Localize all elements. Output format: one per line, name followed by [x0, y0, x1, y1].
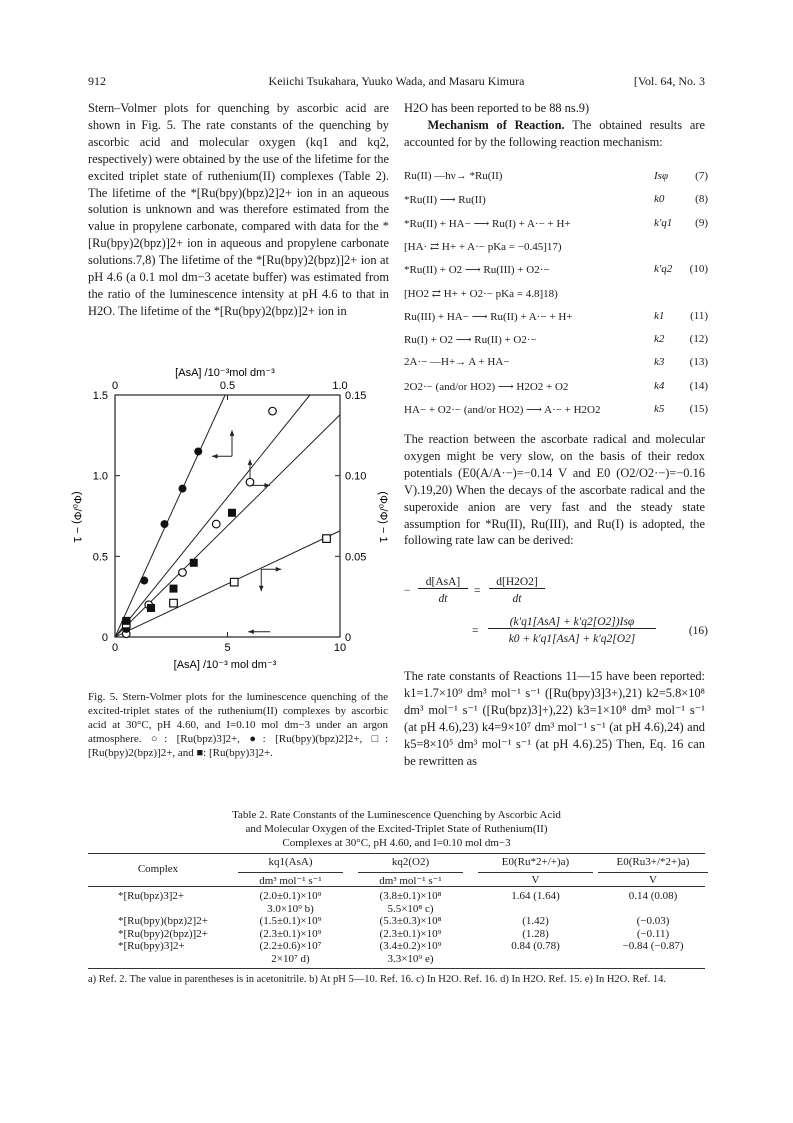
y-right-tick-label: 0 [345, 632, 352, 644]
table-cell: (1.5±0.1)×10⁹ [259, 915, 322, 927]
table-row [88, 953, 705, 966]
reaction-row [404, 287, 710, 303]
filled-square-point [122, 617, 130, 625]
y-right-tick-label: 0.10 [345, 470, 367, 483]
reaction-row [404, 193, 710, 209]
table-cell: (3.8±0.1)×10⁸ [379, 890, 442, 902]
axis-ticks [93, 380, 367, 654]
table-unit-cell: dm³ mol⁻¹ s⁻¹ [238, 872, 343, 887]
table-cell: 3.3×10⁹ e) [387, 952, 434, 965]
table-row [88, 928, 705, 941]
reaction-equation: Ru(I) + O2 ⟶ Ru(II) + O2·− [404, 334, 537, 347]
volume-label: [Vol. 64, No. 3 [633, 74, 705, 88]
table-cell: (2.0±0.1)×10⁹ [259, 890, 322, 902]
table-header-cell: Complex [137, 863, 179, 875]
rate-constant: k5 [654, 403, 665, 415]
reaction-equation: *Ru(II) + O2 ⟶ Ru(III) + O2·− [404, 264, 550, 277]
reaction-equation: Ru(III) + HA− ⟶ Ru(II) + A·− + H+ [404, 310, 573, 323]
table-header-cell: E0(Ru3+/*2+)a) [616, 856, 690, 868]
filled-square-point [147, 604, 155, 612]
paragraph: H2O has been reported to be 88 ns.9) [404, 101, 590, 115]
reaction-equation: 2O2·− (and/or HO2) ⟶ H2O2 + O2 [404, 380, 569, 393]
arrow-head [212, 454, 218, 459]
table-cell: (−0.03) [636, 915, 670, 927]
equation-number: (11) [690, 309, 708, 322]
open-circle-point [212, 520, 220, 528]
fit-line [115, 395, 310, 637]
filled-circle-point [179, 485, 187, 493]
rate-constant: k0 [654, 193, 665, 206]
table-cell: (2.3±0.1)×10⁹ [379, 927, 442, 940]
table-cell: (3.4±0.2)×10⁹ [379, 940, 442, 952]
table-cell: *[Ru(bpy)3]2+ [118, 940, 185, 952]
paragraph-text: The obtained results are accounted for by the following reaction mechanism: [404, 117, 706, 149]
equation-number: (13) [689, 356, 708, 369]
x-axis-bottom-label: [AsA] /10⁻³ mol dm⁻³ [173, 659, 277, 671]
arrow-head [259, 586, 264, 592]
lhs-numerator-2: d[H2O2] [489, 576, 545, 589]
table-caption-line: Complexes at 30°C, pH 4.60, and I=0.10 mol dm−3 [282, 837, 511, 849]
table-header-cell: kq2(O2) [391, 856, 430, 868]
lhs-denominator-1: dt [438, 593, 448, 605]
reaction-equation: [HO2 ⇄ H+ + O2·− pKa = 4.8]18) [404, 287, 558, 300]
section-heading: Mechanism of Reaction. [427, 117, 565, 132]
table-cell: 2×10⁷ d) [271, 952, 310, 965]
y-right-tick-label: 0.15 [345, 390, 367, 402]
left-column-text [88, 100, 389, 320]
filled-circle-point [194, 447, 202, 455]
table-caption-line: and Molecular Oxygen of the Excited-Triplet State of Ruthenium(II) [245, 823, 548, 835]
open-circle-point [246, 478, 254, 486]
equation-number: (16) [688, 625, 708, 637]
reaction-equation: *Ru(II) + HA− ⟶ Ru(I) + A·− + H+ [404, 217, 571, 230]
rhs-numerator: (k′q1[AsA] + k′q2[O2])Isφ [488, 616, 656, 629]
table-cell: (5.3±0.3)×10⁸ [379, 915, 442, 927]
axis-indicator-arrows [212, 430, 281, 634]
table-cell: *[Ru(bpy)2(bpz)]2+ [118, 927, 208, 940]
equation-number: (12) [689, 333, 708, 346]
page-number: 912 [88, 74, 106, 88]
paragraph: Stern–Volmer plots for quenching by ascorbic acid are shown in Fig. 5. The rate constants of the quenching by ascorbic acid and molecular oxygen (kq1 and kq2, respectively) were obtained by the use of the lifetime for the excited triplet state of ruthenium(II) complexes (Table 2). The lifetime of the *[Ru(bpy)(bpz)2]2+ ion in an aqueous solution is unknown and was therefore estimated from the value in propylene carbonate, compared with data for the *[Ru(bpy)2(bpz)]2+ ion in aqueous and propylene carbonate solutions.7,8) The lifetime of the *[Ru(bpy)2(bpz)]2+ ion at pH 4.6 (a 0.1 mol dm−3 acetate buffer) was estimated from the ratio of the luminescence intensity at pH 4.6 to that in H2O. The lifetime of the *[Ru(bpy)2(bpz)]2+ ion in [88, 101, 389, 318]
filled-square-point [170, 585, 178, 593]
table-header [88, 854, 705, 886]
table-cell: 0.84 (0.78) [511, 940, 560, 952]
rate-constant: Isφ [654, 170, 669, 182]
reaction-row [404, 240, 710, 256]
table-cell: (1.42) [522, 915, 549, 927]
table-cell: *[Ru(bpz)3]2+ [118, 890, 185, 902]
y-axis-right-label: (Φ₀/Φ) − 1 [377, 491, 389, 543]
open-square-point [230, 578, 238, 586]
table-cell: 1.64 (1.64) [511, 890, 560, 902]
x-top-tick-label: 1.0 [332, 380, 348, 392]
lhs-numerator-1: d[AsA] [418, 576, 468, 589]
stern-volmer-chart [60, 362, 390, 682]
table-cell: 5.5×10⁸ c) [387, 902, 434, 915]
table-header-cell: E0(Ru*2+/+)a) [501, 856, 570, 868]
table-cell: −0.84 (−0.87) [622, 940, 684, 952]
equation-number: (14) [689, 379, 708, 392]
table-cell: (−0.11) [636, 927, 670, 940]
rate-constant: k3 [654, 356, 665, 369]
x-bottom-tick-label: 0 [111, 642, 119, 654]
table-cell: *[Ru(bpy)(bpz)2]2+ [118, 915, 208, 927]
running-header [88, 74, 705, 90]
table-footnote: a) Ref. 2. The value in parentheses is in acetonitrile. b) At pH 5—10. Ref. 16. c) In H2O. Ref. 16. d) In H2O. Ref. 15. e) In H2O. Ref. 14. [88, 974, 667, 985]
y-left-tick-label: 1.0 [92, 470, 108, 483]
arrow-head [248, 459, 253, 465]
filled-circle-point [140, 577, 148, 585]
figure-caption [88, 690, 388, 760]
table-row [88, 903, 705, 916]
reaction-row [404, 380, 710, 396]
y-left-tick-label: 1.5 [92, 390, 108, 402]
table-unit-cell: V [598, 872, 708, 886]
x-top-tick-label: 0 [111, 380, 119, 392]
equation-number: (8) [695, 193, 708, 206]
reaction-equation: 2A·− —H+→ A + HA− [404, 356, 510, 369]
table-row [88, 940, 705, 953]
arrow-head [230, 430, 235, 436]
reaction-equation: HA− + O2·− (and/or HO2) ⟶ A·− + H2O2 [404, 404, 601, 416]
right-column-intro [404, 100, 705, 151]
reaction-row [404, 333, 710, 349]
open-circle-point [179, 569, 187, 577]
fit-line [115, 531, 340, 637]
filled-square-point [228, 509, 236, 517]
table-unit-cell: dm³ mol⁻¹ s⁻¹ [358, 872, 463, 887]
table-cell: 0.14 (0.08) [628, 890, 678, 902]
caption-text: Fig. 5. Stern-Volmer plots for the luminescence quenching of the excited-triplet states of the ruthenium(II) complexes by ascorbic acid at 30°C, pH 4.60, and I=0.10 mol dm−3 under an argon atmosphere. ○: [Ru(bpz)3]2+, ●: [Ru(bpy)(bpz)2]2+, □: [Ru(bpy)2(bpz)]2+, and ■: [Ru(bpy)3]2+. [88, 691, 388, 759]
table-cell: (1.28) [522, 927, 549, 940]
filled-circle-point [161, 520, 169, 528]
table-header-cell: kq1(AsA) [268, 856, 313, 868]
right-column-discussion [404, 431, 705, 549]
y-axis-left-label: (Φ₀/Φ) − 1 [71, 491, 83, 543]
rate-constant: k′q1 [654, 216, 673, 229]
paragraph: The reaction between the ascorbate radical and molecular oxygen might be very slow, on the basis of their redox potentials (E0(A/A·−)=−0.14 V and E0 (O2/O2·−)=−0.16 V).19,20) When the decays of the ascorbate radical and the superoxide anion are very fast and the steady state assumption for *Ru(II), Ru(III), and Ru(I) is adopted, the following rate law can be derived: [404, 432, 705, 548]
reaction-row [404, 356, 710, 372]
y-right-tick-label: 0.05 [345, 551, 367, 564]
reaction-equation: *Ru(II) ⟶ Ru(II) [404, 194, 486, 207]
table-cell: (2.2±0.6)×10⁷ [259, 940, 322, 952]
rate-constant: k2 [654, 333, 665, 346]
table-caption-line: Table 2. Rate Constants of the Luminescence Quenching by Ascorbic Acid [232, 809, 561, 821]
right-column-rates [404, 668, 705, 769]
table-body [88, 887, 705, 965]
y-left-tick-label: 0 [101, 632, 108, 644]
x-bottom-tick-label: 5 [224, 642, 231, 654]
x-top-tick-label: 0.5 [219, 380, 236, 392]
lhs-denominator-2: dt [512, 593, 522, 605]
filled-square-point [190, 559, 198, 567]
equation-number: (9) [695, 216, 708, 229]
reaction-row [404, 217, 710, 233]
table-cell: 3.0×10⁹ b) [267, 902, 314, 915]
reaction-row [404, 403, 710, 419]
y-left-tick-label: 0.5 [92, 551, 108, 564]
table-2 [88, 808, 705, 987]
open-square-point [170, 599, 178, 607]
table-row [88, 915, 705, 928]
arrow-head [248, 629, 254, 634]
reaction-equation: Ru(II) —hν→ *Ru(II) [404, 170, 503, 182]
arrow-head [276, 567, 282, 572]
reaction-row [404, 263, 710, 279]
table-row [88, 890, 705, 903]
author-line: Keiichi Tsukahara, Yuuko Wada, and Masaru Kimura [268, 74, 525, 88]
table-unit-cell: V [478, 872, 593, 886]
rhs-denominator: k0 + k′q1[AsA] + k′q2[O2] [508, 633, 636, 645]
reaction-row [404, 170, 710, 186]
reaction-row [404, 310, 710, 326]
rate-constant: k′q2 [654, 263, 673, 276]
paragraph: The rate constants of Reactions 11—15 have been reported: k1=1.7×10⁹ dm³ mol⁻¹ s⁻¹ ([Ru(bpy)3]3+),21) k2=5.8×10⁸ dm³ mol⁻¹ s⁻¹ ([Ru(bpz)3]+),22) k3=1×10⁸ dm³ mol⁻¹ s⁻¹ (at pH 4.6),23) k4=9×10⁷ dm³ mol⁻¹ s⁻¹ (at pH 4.6),24) and k5=8×10⁵ dm³ mol⁻¹ s⁻¹ (at pH 4.6).25) Then, Eq. 16 can be rewritten as [404, 669, 705, 768]
x-bottom-tick-label: 10 [333, 642, 347, 654]
rate-constant: k1 [654, 309, 665, 322]
paragraph [404, 117, 705, 151]
x-axis-top-label: [AsA] /10⁻³mol dm⁻³ [175, 367, 275, 379]
data-points [122, 407, 330, 637]
table-cell: (2.3±0.1)×10⁹ [259, 927, 322, 940]
equation-number: (10) [689, 263, 708, 276]
open-square-point [323, 535, 331, 543]
open-circle-point [269, 407, 277, 415]
reaction-equation: [HA· ⇄ H+ + A·− pKa = −0.45]17) [404, 240, 562, 253]
rate-constant: k4 [654, 379, 665, 392]
equation-number: (15) [689, 403, 708, 415]
equation-number: (7) [695, 170, 708, 182]
